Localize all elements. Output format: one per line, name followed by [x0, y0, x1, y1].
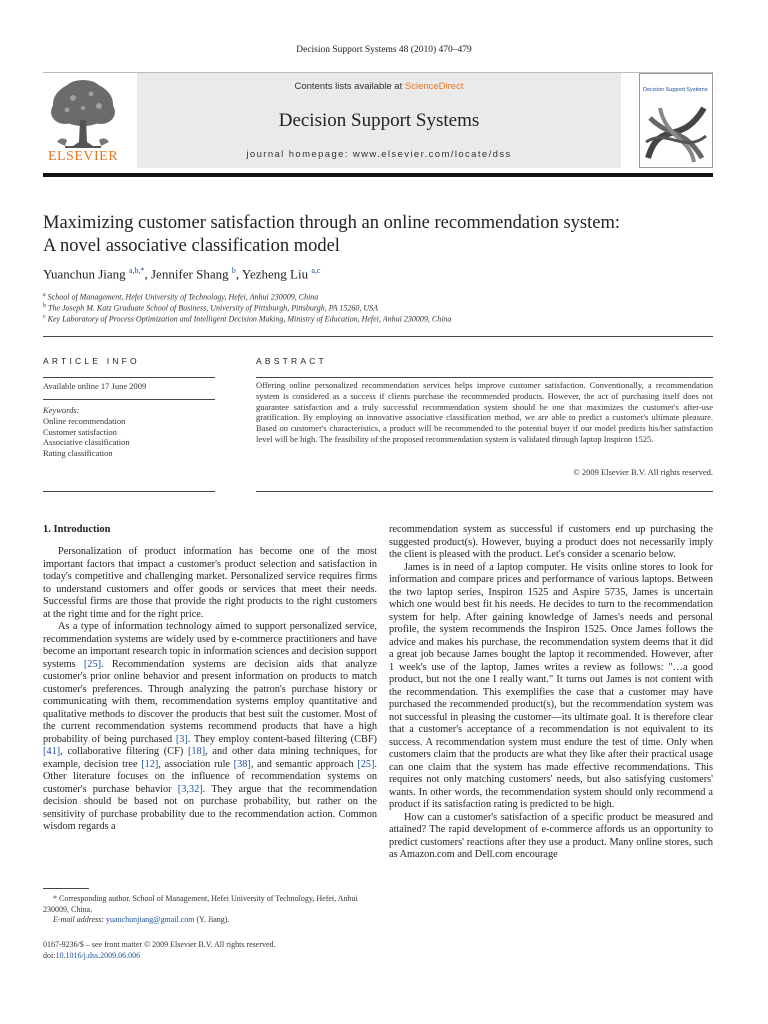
- abstract-bottom-rule: [256, 491, 713, 492]
- affiliation-marker: c: [43, 314, 46, 320]
- author-name[interactable]: Jennifer Shang: [151, 266, 229, 282]
- affiliation: [43, 314, 713, 324]
- header-thick-rule: [43, 173, 713, 177]
- affiliation-text: School of Management, Hefei University of Technology, Hefei, Anhui 230009, China: [47, 292, 319, 302]
- article-info-heading: ARTICLE INFO: [43, 356, 140, 366]
- article-info-rule: [43, 377, 215, 378]
- affiliation-text: Key Laboratory of Process Optimization and Intelligent Decision Making, Ministry of Education, Hefei, Anhui 230009, China: [47, 314, 452, 324]
- doi-line: [43, 950, 443, 961]
- available-online: Available online 17 June 2009: [43, 381, 147, 391]
- text-run: . Other literature focuses on the influence of recommendation systems on customer's purchase behavior: [43, 758, 377, 795]
- text-run: As a type of information technology aimed to support personalized service, recommendation systems are widely used by e-commerce practitioners and have become an important research topic in information sciences and decision support systems: [43, 621, 377, 670]
- doi-link[interactable]: 10.1016/j.dss.2009.06.006: [55, 951, 141, 960]
- keyword: Online recommendation: [43, 415, 126, 426]
- keyword: Rating classification: [43, 448, 113, 459]
- section-divider: [43, 336, 713, 337]
- keywords-rule: [43, 399, 215, 400]
- sciencedirect-link[interactable]: ScienceDirect: [404, 81, 464, 92]
- cover-title: Decision Support Systems: [643, 87, 708, 93]
- body-paragraph: [43, 621, 377, 834]
- doi-label: doi:: [43, 951, 56, 960]
- citation-link[interactable]: [38]: [233, 758, 251, 770]
- email-link[interactable]: yuanchunjiang@gmail.com: [106, 915, 195, 924]
- text-run: , collaborative filtering (CF): [60, 746, 188, 757]
- contents-prefix: Contents lists available at: [294, 81, 405, 92]
- author-separator: ,: [144, 266, 151, 282]
- citation-link[interactable]: [25]: [83, 658, 102, 670]
- keyword: Customer satisfaction: [43, 426, 117, 437]
- citation-link[interactable]: [3]: [175, 733, 188, 745]
- keyword: Associative classification: [43, 437, 130, 448]
- email-suffix: (Y. Jiang).: [194, 915, 230, 924]
- affiliation: [43, 303, 713, 313]
- abstract-rule: [256, 377, 713, 378]
- author-separator: ,: [235, 266, 242, 282]
- journal-homepage[interactable]: journal homepage: www.elsevier.com/locate/dss: [246, 149, 512, 160]
- body-column-right: [389, 524, 713, 862]
- paper-title-line2: A novel associative classification model: [43, 236, 340, 256]
- journal-name: Decision Support Systems: [278, 110, 480, 131]
- body-column-left: [43, 546, 377, 834]
- affiliation: [43, 292, 713, 302]
- text-run: . They employ content-based filtering (CBF): [187, 733, 377, 745]
- citation-link[interactable]: [18]: [187, 746, 206, 757]
- issn-block: [43, 939, 443, 961]
- text-run: , and other data mining techniques, for example, decision tree: [43, 746, 377, 770]
- footnote-rule: [43, 888, 89, 889]
- contents-availability: [137, 81, 621, 92]
- text-run: , and semantic approach: [250, 758, 358, 770]
- abstract-text: Offering online personalized recommendation services helps improve customer satisfaction. Conventionally, a recommendation system is considered as a success if clients purchase the recommended products. However, the act of purchasing itself does not guarantee satisfaction and a truly successful recommendation system should be one that maximizes the customer's after-use gratification. By employing an innovative associative classification method, we are able to predict a customer's ultimate pleasure. Based on customer's characteristics, a product will be recommended to the potential buyer if our model predicts his/her satisfaction level will be high. The feasibility of the proposed recommendation system is validated through laptop Inspiron 1525.: [256, 380, 713, 444]
- affiliation-marker: a: [43, 292, 46, 298]
- body-paragraph: James is in need of a laptop computer. He visits online stores to look for information and compare prices and performance of various laptops. Between the two laptop series, Inspiron 1525 and Aspire 5735, James is uncertain which one would best fit his needs. He decides to turn to the recommendation system for help. After gaining knowledge of James's needs and personal profile, the system recommends the Inspiron 1525. Once James follows the advice and makes his purchase, the recommendation system deems that it did a great job because James bought the laptop it recommended. However, after 1 week's use of the laptop, James writes a review as follows: "…a good product, but not the one I really want." It turns out James is not content with the recommendation. This exemplifies the case that a customer may have purchased the recommended product(s), but the recommendation system was not successful in pleasing the customer—its ultimate goal. It is therefore clear that a customer's acceptance of a recommendation is not equivalent to its success. A recommendation system must endure the test of time. Only when customers claim that the products are what they like after their practical usage can one claim that the system has made effective recommendations. This requires not only matching customers' needs, but also satisfying customers' wants. In other words, the recommendation system should only recommend a product if its satisfaction rating is predicted to be high.: [389, 561, 713, 810]
- affiliation-text: The Joseph M. Katz Graduate School of Business, University of Pittsburgh, Pittsburgh, PA 15260, USA: [48, 303, 378, 313]
- elsevier-wordmark: ELSEVIER: [47, 149, 119, 164]
- front-matter-line: 0167-9236/$ – see front matter © 2009 Elsevier B.V. All rights reserved.: [43, 940, 276, 949]
- journal-reference: Decision Support Systems 48 (2010) 470–479: [296, 45, 472, 55]
- keywords-label: Keywords:: [43, 405, 80, 415]
- footnote: [43, 894, 377, 926]
- citation-link[interactable]: [41]: [43, 746, 61, 757]
- section-heading-introduction: 1. Introduction: [43, 524, 111, 535]
- body-paragraph: recommendation system as successful if customers end up purchasing the suggested product(s). However, buying a product does not necessarily imply the client is pleased with the product. Let's consider a scenario below.: [389, 524, 713, 560]
- paper-title: [43, 212, 723, 258]
- article-info-bottom-rule: [43, 491, 215, 492]
- text-run: , association rule: [158, 758, 234, 770]
- body-paragraph: Personalization of product information has become one of the most important factors that impact a customer's product selection and satisfaction in today's competitive and challenging market. Personalized service requires firms to understand customers and offer goods or services that meet their needs. Successful firms are those that provide the right products to the right customers at the right time and for the right price.: [43, 546, 377, 620]
- journal-cover-thumbnail: [639, 73, 713, 168]
- abstract-heading: ABSTRACT: [256, 356, 327, 366]
- author-affiliation-marker[interactable]: a,c: [311, 266, 321, 275]
- body-paragraph: How can a customer's satisfaction of a specific product be measured and attained? The rapid development of e-commerce affords us an opportunity to predict customers' reactions after they use a product. Many online stores, such as Amazon.com and Dell.com encourage: [389, 811, 713, 860]
- email-label: E-mail address:: [53, 915, 107, 924]
- author-name[interactable]: Yezheng Liu: [241, 266, 309, 282]
- keywords-block: [43, 405, 215, 459]
- author-list: [43, 266, 713, 282]
- paper-title-line1: Maximizing customer satisfaction through an online recommendation system:: [43, 213, 620, 233]
- author-affiliation-marker[interactable]: b: [231, 266, 236, 275]
- email-note: [43, 915, 377, 926]
- citation-link[interactable]: [25]: [357, 758, 375, 770]
- text-run: . Recommendation systems are decision aids that analyze customer's prior online behavior and present information on products to match customer's preferences. Through analyzing the patron's purchase history or communicating with them, recommendation systems employ quantitative and qualitative methods to discover the products that best suit the customer. Most of the current recommendation systems recommend products that have a high probability of being purchased: [43, 658, 378, 745]
- corresponding-author-note: * Corresponding author. School of Management, Hefei University of Technology, Hefei, Anhui 230009, China.: [43, 894, 358, 914]
- author-affiliation-marker[interactable]: a,b,*: [128, 266, 145, 275]
- cover-artwork-icon: [640, 98, 712, 168]
- text-run: . They argue that the recommendation decision should be based not on purchase probability, but rather on the sensitivity of purchase probability due to the recommendation action. Common wisdom regards a: [43, 783, 377, 832]
- author-name[interactable]: Yuanchun Jiang: [43, 266, 126, 282]
- citation-link[interactable]: [12]: [141, 758, 159, 770]
- abstract-copyright: © 2009 Elsevier B.V. All rights reserved.: [573, 467, 713, 477]
- citation-link[interactable]: [3,32]: [177, 783, 203, 795]
- affiliation-marker: b: [43, 303, 46, 309]
